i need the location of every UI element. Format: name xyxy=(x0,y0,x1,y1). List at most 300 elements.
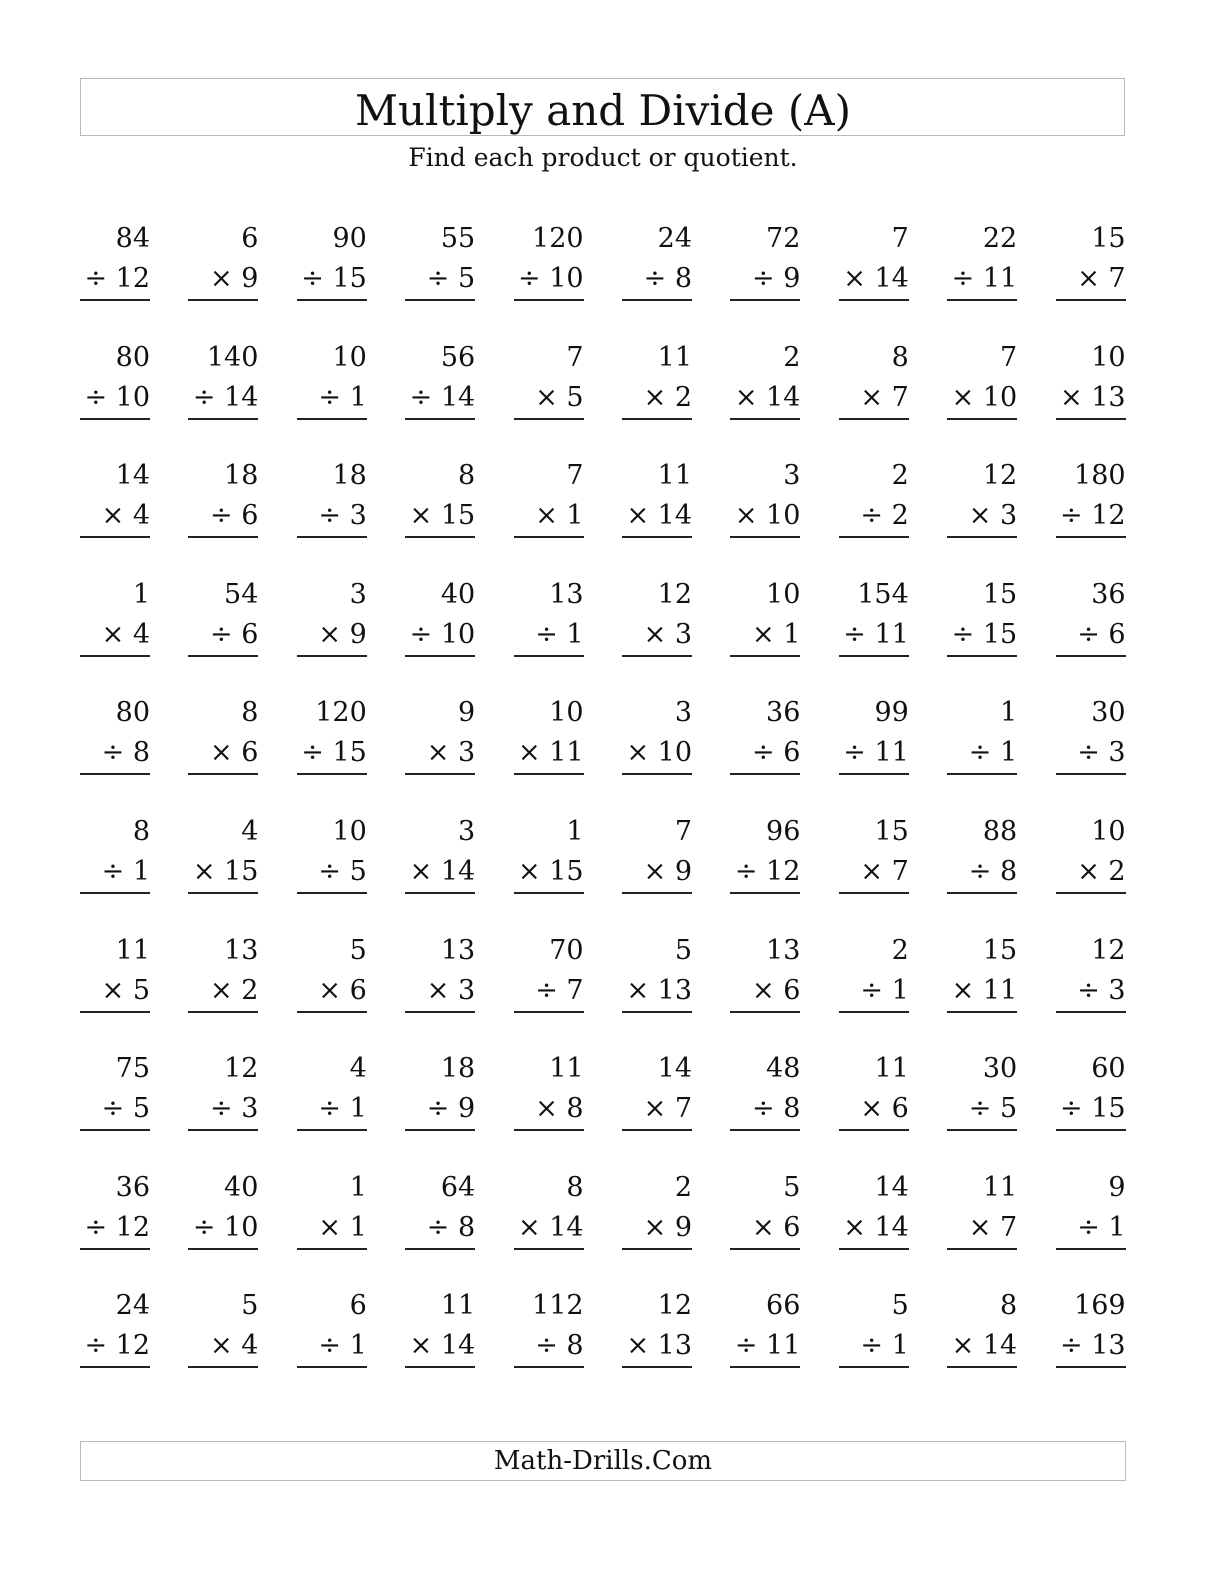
problem-top-number: 15 xyxy=(874,816,909,847)
problem-operator-number: ÷ 1 xyxy=(860,974,909,1006)
problem-operator-number: ÷ 3 xyxy=(210,1093,259,1125)
problem xyxy=(297,1289,367,1373)
problem xyxy=(947,341,1017,425)
problem-operator-number: ÷ 3 xyxy=(1077,737,1126,769)
problem-top-number: 3 xyxy=(458,816,476,847)
problem-operator-number: × 14 xyxy=(843,1211,909,1243)
problem xyxy=(730,222,800,306)
problem-operator-number: ÷ 9 xyxy=(426,1093,476,1125)
answer-line xyxy=(514,1248,584,1250)
answer-line xyxy=(1056,1248,1126,1250)
problem xyxy=(80,341,150,425)
answer-line xyxy=(188,773,258,775)
answer-line xyxy=(514,299,584,301)
answer-line xyxy=(188,1011,258,1013)
problem-operator-number: × 14 xyxy=(626,500,692,532)
problem xyxy=(622,815,692,899)
problem xyxy=(839,341,909,425)
problem-operator-number: × 15 xyxy=(518,856,584,887)
problem-top-number: 12 xyxy=(982,460,1018,492)
problem xyxy=(80,815,150,899)
answer-line xyxy=(839,1129,909,1131)
problem xyxy=(730,1171,800,1255)
problem-top-number: 10 xyxy=(549,697,584,729)
problem xyxy=(80,1289,150,1373)
problem xyxy=(80,1171,150,1255)
problem-operator-number: × 6 xyxy=(210,737,259,769)
problem-operator-number: × 7 xyxy=(860,381,909,413)
problem-top-number: 30 xyxy=(982,1053,1018,1085)
problem-top-number: 3 xyxy=(674,697,692,729)
problem xyxy=(188,1171,258,1255)
problem-operator-number: ÷ 12 xyxy=(734,856,801,887)
problem-operator-number: × 7 xyxy=(1077,263,1126,294)
problem-operator-number: ÷ 5 xyxy=(318,856,367,887)
problem xyxy=(1056,815,1126,899)
answer-line xyxy=(622,655,692,657)
problem xyxy=(405,222,475,306)
answer-line xyxy=(622,299,692,301)
problem-operator-number: × 5 xyxy=(535,381,584,413)
problem-top-number: 10 xyxy=(332,816,367,847)
problem xyxy=(622,341,692,425)
answer-line xyxy=(730,892,800,894)
problem-top-number: 14 xyxy=(657,1053,692,1085)
problem-top-number: 10 xyxy=(1091,341,1126,373)
answer-line xyxy=(297,1248,367,1250)
answer-line xyxy=(947,1366,1017,1368)
problem-operator-number: ÷ 8 xyxy=(535,1330,584,1362)
answer-line xyxy=(188,655,258,657)
problem-top-number: 8 xyxy=(566,1171,584,1203)
problem-top-number: 80 xyxy=(115,341,150,373)
problem-operator-number: × 10 xyxy=(626,737,692,769)
problem-operator-number: ÷ 3 xyxy=(318,500,367,532)
problem-top-number: 40 xyxy=(440,578,476,610)
problem-top-number: 2 xyxy=(674,1171,692,1203)
problem xyxy=(730,934,800,1018)
problem-operator-number: ÷ 11 xyxy=(734,1330,801,1362)
problem-operator-number: ÷ 10 xyxy=(192,1211,259,1243)
answer-line xyxy=(947,299,1017,301)
answer-line xyxy=(622,1011,692,1013)
problem-top-number: 1 xyxy=(132,578,150,610)
answer-line xyxy=(405,1248,475,1250)
answer-line xyxy=(514,1129,584,1131)
problem-operator-number: ÷ 15 xyxy=(301,263,367,294)
problem-top-number: 36 xyxy=(115,1171,150,1203)
problem-operator-number: ÷ 8 xyxy=(643,263,692,294)
problem xyxy=(1056,578,1126,662)
problem-top-number: 8 xyxy=(1000,1290,1018,1322)
problem-top-number: 36 xyxy=(766,697,801,729)
problem xyxy=(80,222,150,306)
problem xyxy=(405,578,475,662)
answer-line xyxy=(839,418,909,420)
problem-top-number: 5 xyxy=(783,1171,801,1203)
problem-operator-number: ÷ 6 xyxy=(210,500,259,532)
problem-operator-number: ÷ 5 xyxy=(426,263,476,294)
problem-operator-number: ÷ 12 xyxy=(84,1211,150,1243)
problem-operator-number: × 2 xyxy=(210,974,259,1006)
answer-line xyxy=(622,418,692,420)
problem xyxy=(188,1052,258,1136)
problem-operator-number: ÷ 11 xyxy=(843,737,909,769)
problem xyxy=(514,1052,584,1136)
problem-operator-number: × 9 xyxy=(643,1211,692,1243)
problem-top-number: 8 xyxy=(241,697,259,729)
problem-top-number: 11 xyxy=(874,1053,909,1085)
footer-site-name: Math-Drills.Com xyxy=(493,1446,713,1476)
problem xyxy=(297,1052,367,1136)
problem xyxy=(947,1171,1017,1255)
problem-operator-number: ÷ 13 xyxy=(1060,1330,1126,1362)
problem xyxy=(297,696,367,780)
problem-operator-number: × 14 xyxy=(734,381,801,413)
answer-line xyxy=(80,892,150,894)
problem-operator-number: × 6 xyxy=(752,1211,801,1243)
answer-line xyxy=(839,1011,909,1013)
problem xyxy=(188,815,258,899)
problem-top-number: 4 xyxy=(349,1053,367,1085)
answer-line xyxy=(188,299,258,301)
answer-line xyxy=(730,1129,800,1131)
problem-operator-number: × 3 xyxy=(968,500,1018,532)
problem-top-number: 10 xyxy=(1091,816,1126,847)
problem-operator-number: ÷ 15 xyxy=(1060,1093,1126,1125)
problem-operator-number: ÷ 11 xyxy=(843,618,909,650)
worksheet-instructions: Find each product or quotient. xyxy=(408,143,798,172)
problem xyxy=(514,341,584,425)
answer-line xyxy=(730,1366,800,1368)
problem xyxy=(297,1171,367,1255)
problem xyxy=(730,341,800,425)
problem-top-number: 13 xyxy=(440,934,476,966)
problem xyxy=(297,222,367,306)
problem-operator-number: × 6 xyxy=(318,974,367,1006)
problem xyxy=(297,459,367,543)
problem-top-number: 14 xyxy=(115,460,150,492)
answer-line xyxy=(1056,536,1126,538)
problem-operator-number: × 10 xyxy=(734,500,801,532)
problem xyxy=(622,1171,692,1255)
problem-top-number: 4 xyxy=(241,816,259,847)
problem-top-number: 169 xyxy=(1074,1290,1126,1322)
problem-operator-number: × 13 xyxy=(626,974,692,1006)
problem-operator-number: ÷ 6 xyxy=(1077,618,1126,650)
problem xyxy=(730,1289,800,1373)
problem-operator-number: × 14 xyxy=(409,1330,476,1362)
problem xyxy=(405,1052,475,1136)
answer-line xyxy=(188,1129,258,1131)
problem-top-number: 88 xyxy=(982,816,1018,847)
answer-line xyxy=(80,1129,150,1131)
problem-operator-number: ÷ 1 xyxy=(860,1330,909,1362)
answer-line xyxy=(405,773,475,775)
problem xyxy=(297,341,367,425)
problem-operator-number: × 1 xyxy=(535,500,584,532)
problem-top-number: 14 xyxy=(874,1171,909,1203)
problem xyxy=(405,934,475,1018)
problem xyxy=(839,1289,909,1373)
problem-top-number: 10 xyxy=(766,578,801,610)
problem-operator-number: × 9 xyxy=(210,263,259,294)
answer-line xyxy=(947,536,1017,538)
answer-line xyxy=(297,773,367,775)
problem-top-number: 18 xyxy=(332,460,367,492)
problem-operator-number: × 6 xyxy=(752,974,801,1006)
problem-operator-number: ÷ 2 xyxy=(860,500,909,532)
problem-top-number: 75 xyxy=(115,1053,150,1085)
answer-line xyxy=(297,1129,367,1131)
problem-top-number: 13 xyxy=(549,578,584,610)
problem xyxy=(514,1289,584,1373)
problem-operator-number: × 1 xyxy=(752,618,801,650)
problem xyxy=(188,459,258,543)
problem-operator-number: × 4 xyxy=(101,618,150,650)
problem-top-number: 8 xyxy=(458,460,476,492)
problem-top-number: 55 xyxy=(440,223,476,254)
answer-line xyxy=(839,1248,909,1250)
problem-top-number: 120 xyxy=(315,697,367,729)
answer-line xyxy=(514,655,584,657)
problem xyxy=(1056,459,1126,543)
problem xyxy=(405,1171,475,1255)
problem xyxy=(622,578,692,662)
answer-line xyxy=(1056,892,1126,894)
problem-top-number: 11 xyxy=(115,934,150,966)
problem xyxy=(188,1289,258,1373)
answer-line xyxy=(839,773,909,775)
problem-operator-number: ÷ 1 xyxy=(318,1093,367,1125)
problem-operator-number: ÷ 15 xyxy=(301,737,367,769)
problem-operator-number: ÷ 14 xyxy=(192,381,259,413)
problem-top-number: 90 xyxy=(332,223,367,254)
problem-operator-number: × 1 xyxy=(318,1211,367,1243)
problem xyxy=(947,578,1017,662)
problem xyxy=(947,934,1017,1018)
answer-line xyxy=(730,1011,800,1013)
problem-top-number: 30 xyxy=(1091,697,1126,729)
problem-operator-number: ÷ 15 xyxy=(951,618,1018,650)
problem-top-number: 1 xyxy=(1000,697,1018,729)
answer-line xyxy=(80,655,150,657)
problem-top-number: 99 xyxy=(874,697,909,729)
problem-top-number: 3 xyxy=(349,578,367,610)
problem xyxy=(1056,1289,1126,1373)
answer-line xyxy=(405,1366,475,1368)
answer-line xyxy=(730,773,800,775)
problem xyxy=(839,934,909,1018)
answer-line xyxy=(622,1366,692,1368)
problem xyxy=(297,815,367,899)
answer-line xyxy=(730,418,800,420)
problem-operator-number: ÷ 8 xyxy=(426,1211,476,1243)
problem-operator-number: ÷ 10 xyxy=(518,263,584,294)
problem xyxy=(188,341,258,425)
problem-operator-number: × 14 xyxy=(518,1211,584,1243)
answer-line xyxy=(622,892,692,894)
answer-line xyxy=(188,892,258,894)
problem-operator-number: × 14 xyxy=(409,856,476,887)
answer-line xyxy=(297,299,367,301)
problem-operator-number: × 6 xyxy=(860,1093,909,1125)
problem xyxy=(730,815,800,899)
problem xyxy=(80,934,150,1018)
answer-line xyxy=(1056,1129,1126,1131)
problem xyxy=(730,459,800,543)
problem-top-number: 7 xyxy=(674,816,692,847)
problem-top-number: 24 xyxy=(657,223,692,254)
answer-line xyxy=(514,773,584,775)
answer-line xyxy=(297,418,367,420)
answer-line xyxy=(1056,299,1126,301)
problem-top-number: 80 xyxy=(115,697,150,729)
answer-line xyxy=(1056,655,1126,657)
problem xyxy=(514,578,584,662)
problem-operator-number: × 5 xyxy=(101,974,150,1006)
problem-top-number: 6 xyxy=(241,223,259,254)
problem-operator-number: ÷ 1 xyxy=(535,618,584,650)
answer-line xyxy=(947,1248,1017,1250)
problem-operator-number: × 13 xyxy=(626,1330,692,1362)
problem-operator-number: × 9 xyxy=(643,856,692,887)
problem-top-number: 9 xyxy=(458,697,476,729)
answer-line xyxy=(405,892,475,894)
answer-line xyxy=(297,892,367,894)
problem-top-number: 96 xyxy=(766,816,801,847)
problem-top-number: 48 xyxy=(766,1053,801,1085)
problem-top-number: 2 xyxy=(783,341,801,373)
answer-line xyxy=(297,1366,367,1368)
problem-operator-number: ÷ 8 xyxy=(101,737,150,769)
answer-line xyxy=(622,536,692,538)
problem xyxy=(839,459,909,543)
problem-top-number: 11 xyxy=(657,460,692,492)
answer-line xyxy=(1056,773,1126,775)
problem xyxy=(839,1171,909,1255)
answer-line xyxy=(947,655,1017,657)
problem xyxy=(188,696,258,780)
answer-line xyxy=(514,418,584,420)
answer-line xyxy=(730,536,800,538)
problem xyxy=(80,696,150,780)
problem xyxy=(839,696,909,780)
problem xyxy=(514,815,584,899)
problem-top-number: 11 xyxy=(440,1290,476,1322)
problem xyxy=(947,459,1017,543)
problem-top-number: 7 xyxy=(566,341,584,373)
problem-operator-number: × 10 xyxy=(951,381,1018,413)
problem xyxy=(947,696,1017,780)
answer-line xyxy=(1056,1366,1126,1368)
problem xyxy=(405,459,475,543)
problem-top-number: 36 xyxy=(1091,578,1126,610)
problem xyxy=(947,222,1017,306)
problem-operator-number: × 13 xyxy=(1060,381,1126,413)
problem xyxy=(297,934,367,1018)
problem xyxy=(405,341,475,425)
problem-operator-number: ÷ 1 xyxy=(318,1330,367,1362)
problem-operator-number: ÷ 1 xyxy=(101,856,150,887)
problem-operator-number: ÷ 1 xyxy=(1077,1211,1126,1243)
answer-line xyxy=(947,892,1017,894)
answer-line xyxy=(80,418,150,420)
problem-top-number: 12 xyxy=(657,578,692,610)
problem-top-number: 7 xyxy=(891,223,909,254)
problem-top-number: 54 xyxy=(224,578,259,610)
answer-line xyxy=(947,1129,1017,1131)
answer-line xyxy=(405,418,475,420)
answer-line xyxy=(1056,418,1126,420)
problem xyxy=(1056,341,1126,425)
problem-top-number: 180 xyxy=(1074,460,1126,492)
problem xyxy=(1056,934,1126,1018)
problem-operator-number: × 7 xyxy=(643,1093,692,1125)
problem-top-number: 11 xyxy=(549,1053,584,1085)
answer-line xyxy=(622,1248,692,1250)
answer-line xyxy=(947,773,1017,775)
problem xyxy=(514,696,584,780)
problem-top-number: 15 xyxy=(1091,223,1126,254)
problem-grid xyxy=(80,222,1126,1382)
answer-line xyxy=(188,536,258,538)
problem-top-number: 12 xyxy=(224,1053,259,1085)
problem-top-number: 2 xyxy=(891,934,909,966)
problem-operator-number: × 11 xyxy=(518,737,584,769)
answer-line xyxy=(405,655,475,657)
problem-operator-number: × 2 xyxy=(643,381,692,413)
problem xyxy=(947,1289,1017,1373)
problem-operator-number: ÷ 12 xyxy=(84,1330,150,1362)
problem-top-number: 8 xyxy=(891,341,909,373)
answer-line xyxy=(839,536,909,538)
answer-line xyxy=(730,655,800,657)
problem-operator-number: ÷ 8 xyxy=(752,1093,801,1125)
problem xyxy=(188,934,258,1018)
problem-operator-number: × 7 xyxy=(860,856,909,887)
problem-operator-number: ÷ 1 xyxy=(318,381,367,413)
problem-top-number: 18 xyxy=(224,460,259,492)
problem xyxy=(622,934,692,1018)
answer-line xyxy=(188,418,258,420)
problem-operator-number: ÷ 7 xyxy=(535,974,584,1006)
problem xyxy=(297,578,367,662)
answer-line xyxy=(514,892,584,894)
problem-top-number: 84 xyxy=(115,223,150,254)
problem xyxy=(839,578,909,662)
problem-top-number: 112 xyxy=(532,1290,584,1322)
problem-operator-number: × 15 xyxy=(192,856,259,887)
problem-operator-number: × 3 xyxy=(426,737,476,769)
problem xyxy=(1056,1171,1126,1255)
problem-operator-number: × 14 xyxy=(843,263,909,294)
problem xyxy=(80,1052,150,1136)
problem-operator-number: ÷ 6 xyxy=(210,618,259,650)
problem xyxy=(80,459,150,543)
answer-line xyxy=(622,1129,692,1131)
answer-line xyxy=(80,299,150,301)
problem xyxy=(730,578,800,662)
problem-top-number: 5 xyxy=(241,1290,259,1322)
problem-top-number: 10 xyxy=(332,341,367,373)
problem-top-number: 18 xyxy=(440,1053,476,1085)
problem xyxy=(80,578,150,662)
problem xyxy=(839,815,909,899)
problem xyxy=(1056,222,1126,306)
problem-operator-number: ÷ 12 xyxy=(1060,500,1126,532)
problem xyxy=(514,459,584,543)
